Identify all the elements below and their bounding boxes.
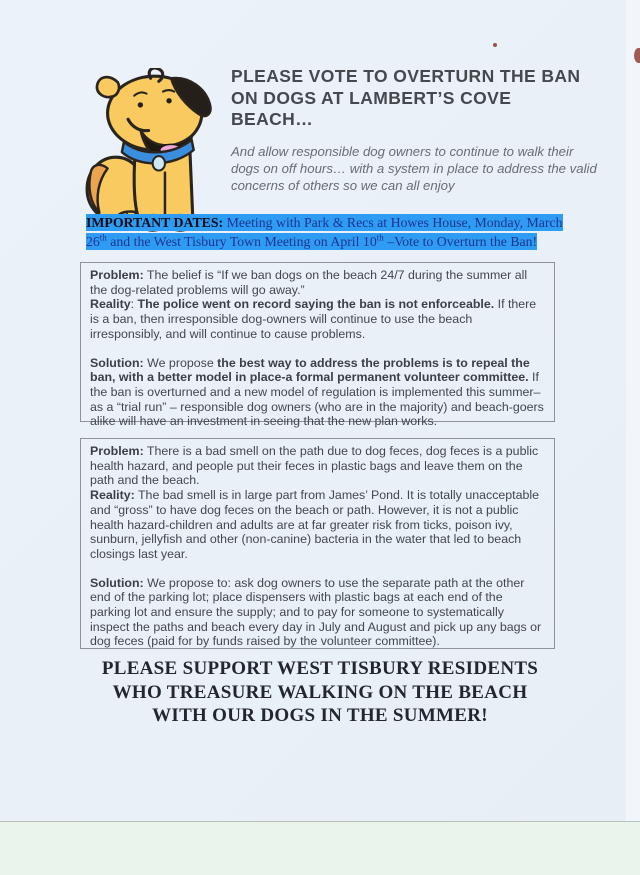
important-dates-highlighted-text <box>86 214 563 250</box>
box1-solution-rest: If the ban is overturned and a new model of regulation is implemented this summer– as a “trial run” – responsible dog owners (who are in the majority) and beach-goers alike will have an investment in seeing that the new plan works. <box>90 370 544 429</box>
dates-text-2: and the West Tisbury Town Meeting on April 10 <box>106 233 377 249</box>
red-dot-scan-artifact <box>493 43 497 47</box>
cartoon-dog-illustration <box>76 68 216 232</box>
box2-reality-label: Reality: <box>90 488 135 503</box>
box1-reality-bold: The police went on record saying the ban is not enforceable. <box>137 297 495 312</box>
box2-solution-label: Solution: <box>90 575 144 590</box>
box2-problem-reality-paragraph <box>90 444 545 562</box>
box1-solution-bold: the best way to address the problems is to repeal the ban, with a better model in place-a formal permanent volunteer committee. <box>90 355 530 385</box>
box1-problem-reality-paragraph <box>90 268 545 342</box>
problem-box-enforcement <box>80 262 555 429</box>
appeal-line-1: PLEASE SUPPORT WEST TISBURY RESIDENTS <box>101 658 539 679</box>
red-edge-scan-artifact <box>634 48 640 63</box>
box1-problem-label: Problem: <box>90 268 144 282</box>
box1-solution-paragraph <box>90 356 545 430</box>
page-right-edge <box>626 0 640 821</box>
important-dates-label: IMPORTANT DATES: <box>86 215 224 230</box>
scanner-bed-below-page <box>0 821 640 875</box>
title-line-2: ON DOGS AT LAMBERT’S COVE <box>231 87 512 108</box>
box2-problem-label: Problem: <box>90 444 144 458</box>
box1-reality-rest: If there is a ban, then irresponsible dog-owners will continue to use the beach irresponsibly, and will continue to cause problems. <box>90 297 537 341</box>
box1-reality-colon: : <box>130 297 138 312</box>
flyer-title <box>231 66 623 131</box>
box2-solution-text: We propose to: ask dog owners to use the separate path at the other end of the parking lot; place dispensers with plastic bags at each end of the parking lot and ensure the supply; and to pay for someone to systematically inspect the paths and beach every day in July and August and pick up any bags or dog feces (paid for by funds raised by the volunteer committee). <box>90 575 542 649</box>
title-line-1: PLEASE VOTE TO OVERTURN THE BAN <box>231 66 581 86</box>
dates-superscript-2: th <box>376 231 384 242</box>
dates-text-1: Meeting with Park & Recs at Howes House, Monday, March 26 <box>86 215 563 249</box>
box2-problem-text: There is a bad smell on the path due to dog feces, dog feces is a public health hazard, and people put their feces in plastic bags and leave them on the path and the beach. <box>90 444 539 488</box>
box1-solution-label: Solution: <box>90 355 144 370</box>
dates-text-3: –Vote to Overturn the Ban! <box>383 233 538 249</box>
box1-solution-pre: We propose <box>143 355 218 370</box>
problem-box-feces-smell <box>80 438 555 649</box>
title-line-3: BEACH… <box>231 109 314 129</box>
box1-reality-label: Reality <box>90 297 131 312</box>
appeal-line-3: WITH OUR DOGS IN THE SUMMER! <box>152 705 488 726</box>
appeal-line-2: WHO TREASURE WALKING ON THE BEACH <box>112 681 528 703</box>
box2-solution-paragraph <box>90 576 545 650</box>
dates-superscript-1: th <box>99 231 107 242</box>
flyer-subtitle: And allow responsible dog owners to continue to walk their dogs on off hours… with a system in place to address the valid concerns of others so we can all enjoy <box>231 144 597 193</box>
box2-reality-text: The bad smell is in large part from James’ Pond. It is totally unacceptable and “gross” to have dog feces on the beach or path. However, it is not a public health hazard-children and adults are at far greater risk from ticks, poison ivy, sunburn, jellyfish and other (non-canine) bacteria in the water that led to beach closings last year. <box>90 488 540 561</box>
closing-appeal <box>40 657 600 728</box>
box1-problem-text: The belief is “If we ban dogs on the beach 24/7 during the summer all the dog-related problems will go away.” <box>90 268 528 297</box>
important-dates-banner <box>86 214 566 251</box>
